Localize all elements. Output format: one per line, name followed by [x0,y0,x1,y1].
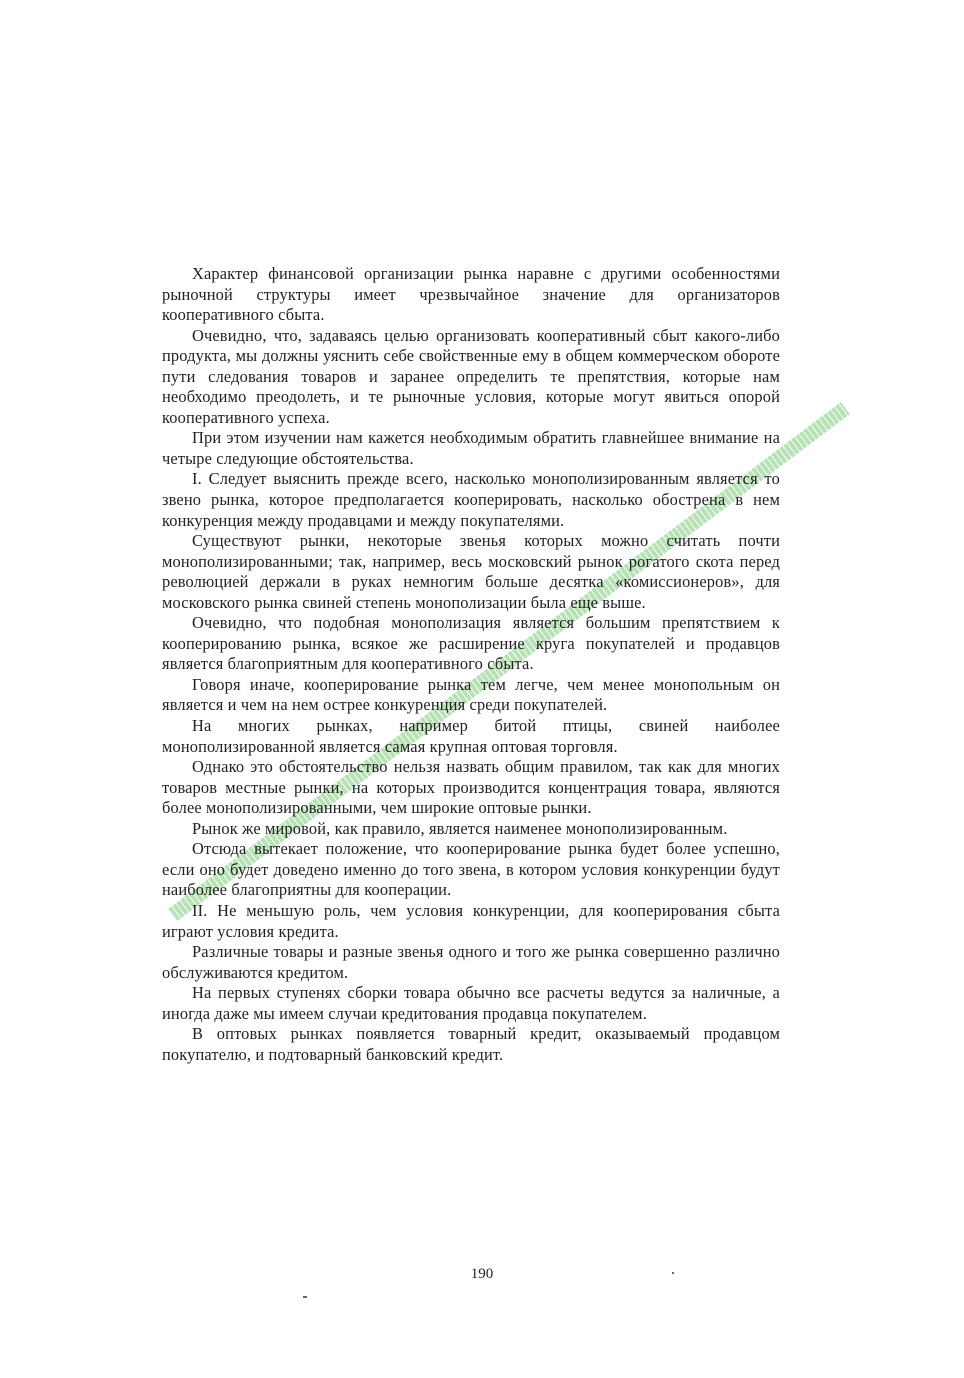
page-number: 190 [470,1266,494,1282]
paragraph: Говоря иначе, кооперирование рынка тем легче, чем менее монопольным он является и чем на нем острее конкуренция среди покупателей. [162,674,780,715]
paragraph: Характер финансовой организации рынка наравне с другими особенностями рыночной структуры имеет чрезвычайное значение для организаторов кооперативного сбыта. [162,264,780,325]
paragraph: Различные товары и разные звенья одного и того же рынка совершенно различно обслуживаются кредитом. [162,942,780,982]
paragraph: Очевидно, что, задаваясь целью организовать кооперативный сбыт какого-либо продукта, мы должны уяснить себе свойственные ему в общем коммерческом обороте пути следования товаров и заранее определить те препятствия, которые нам необходимо преодолеть, и те рыночные условия, которые могут явиться опорой кооперативного успеха. [162,325,780,427]
paragraph: Отсюда вытекает положение, что кооперирование рынка будет более успешно, если оно будет доведено именно до того звена, в котором условия конкуренции будут наиболее благоприятны для кооперации. [162,839,780,900]
page-body [162,264,780,1065]
paragraph: Однако это обстоятельство нельзя назвать общим правилом, так как для многих товаров местные рынки, на которых производится концентрация товара, являются более монополизированными, чем широкие оптовые рынки. [162,757,780,818]
paragraph: II. Не меньшую роль, чем условия конкуренции, для кооперирования сбыта играют условия кредита. [162,900,780,941]
scan-speck [672,1272,674,1274]
paragraph: I. Следует выяснить прежде всего, насколько монополизированным является то звено рынка, которое предполагается кооперировать, насколько обострена в нем конкуренция между продавцами и между покупателями. [162,469,780,530]
paragraph: На многих рынках, например битой птицы, свиней наиболее монополизированной является самая крупная оптовая торговля. [162,716,780,756]
paragraph: В оптовых рынках появляется товарный кредит, оказываемый продавцом покупателю, и подтоварный банковский кредит. [162,1024,780,1064]
scan-speck [303,1296,307,1298]
paragraph: Существуют рынки, некоторые звенья которых можно считать почти монополизированными; так, например, весь московский рынок рогатого скота перед революцией держали в руках немногим больше десятка «комиссионеров», для московского рынка свиней степень монополизации была еще выше. [162,531,780,612]
paragraph: Очевидно, что подобная монополизация является большим препятствием к кооперированию рынка, всякое же расширение круга покупателей и продавцов является благоприятным для кооперативного сбыта. [162,613,780,674]
paragraph: При этом изучении нам кажется необходимым обратить главнейшее внимание на четыре следующие обстоятельства. [162,428,780,468]
paragraph: Рынок же мировой, как правило, является наименее монополизированным. [192,818,728,838]
paragraph: На первых ступенях сборки товара обычно все расчеты ведутся за наличные, а иногда даже мы имеем случаи кредитования продавца покупателем. [162,983,780,1023]
